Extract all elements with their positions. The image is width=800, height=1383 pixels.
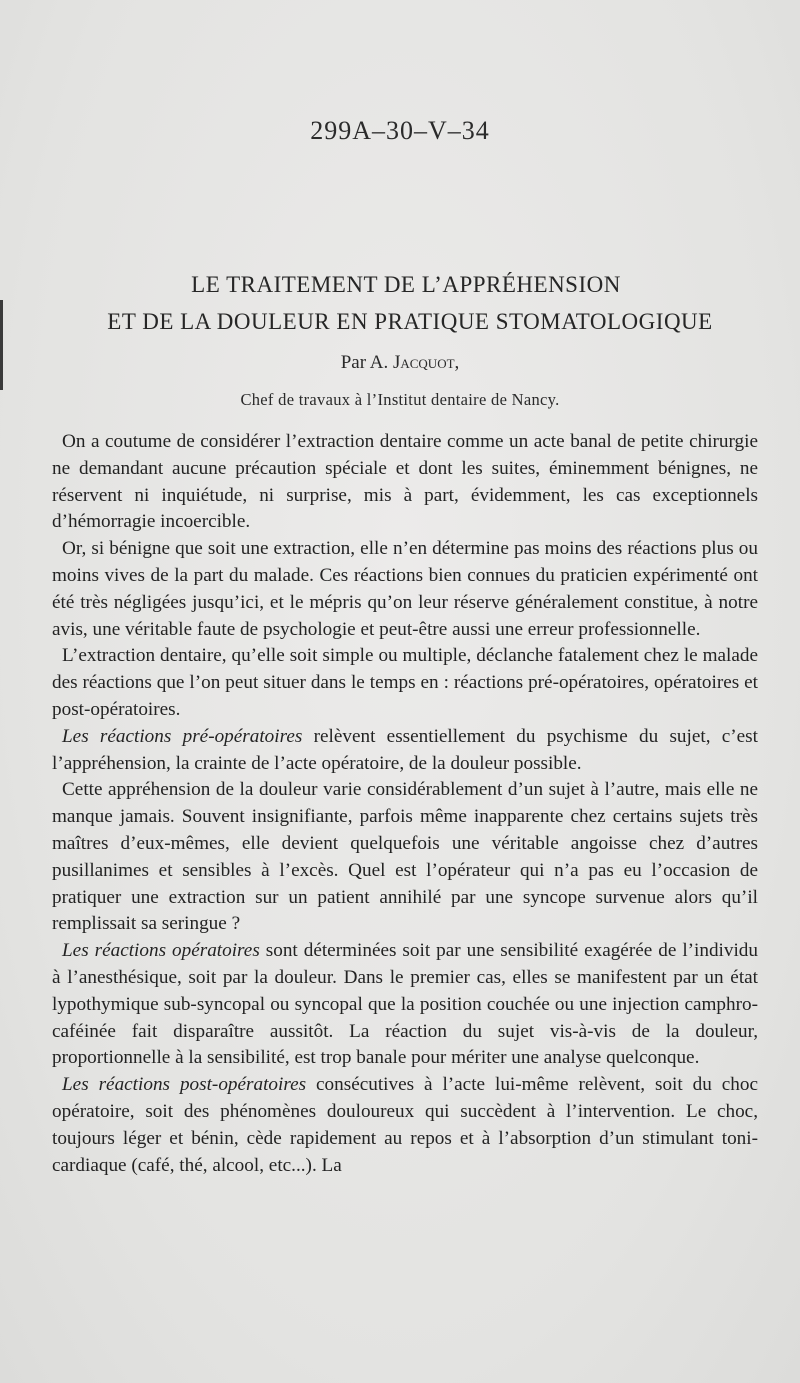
author-line [0, 352, 800, 374]
paragraph-4-text: relèvent essentiellement du psychisme du sujet, c’est l’appréhension, la crainte de l’acte opératoire, de la douleur possible. [52, 725, 758, 774]
paragraph-3: L’extraction dentaire, qu’elle soit simple ou multiple, déclanche fatalement chez le malade des réactions que l’on peut situer dans le temps en : réactions pré-opératoires, opératoires et post-opératoires. [52, 645, 758, 720]
paragraph-5: Cette appréhension de la douleur varie considérablement d’un sujet à l’autre, mais elle ne manque jamais. Souvent insignifiante, parfois même inapparente chez certains sujets très maîtres d’eux-mêmes, elle devient quelquefois une véritable angoisse chez d’autres pusillanimes et sensibles à l’excès. Quel est l’opérateur qui n’a pas eu l’occasion de pratiquer une extraction sur un patient annihilé par une syncope survenue alors qu’il remplissait sa seringue ? [52, 779, 758, 935]
scan-edge-mark [0, 300, 3, 390]
document-reference: 299A–30–V–34 [310, 116, 490, 145]
article-body [52, 429, 758, 1179]
paragraph-1: On a coutume de considérer l’extraction dentaire comme un acte banal de petite chirurgie ne demandant aucune précaution spéciale et dont les suites, éminemment bénignes, ne réservent ni inquiétude, ni surprise, mis à part, évidemment, les cas exceptionnels d’hémorragie incoercible. [52, 431, 758, 533]
paragraph-2: Or, si bénigne que soit une extraction, elle n’en détermine pas moins des réactions plus ou moins vives de la part du malade. Ces réactions bien connues du praticien expérimenté ont été très négligées jusqu’ici, et le mépris qu’on leur réserve généralement constitue, à notre avis, une véritable faute de psychologie et peut-être aussi une erreur professionnelle. [52, 538, 758, 640]
paragraph-7-text: consécutives à l’acte lui-même relèvent, soit du choc opératoire, soit des phénomènes douloureux qui succèdent à l’intervention. Le choc, toujours léger et bénin, cède rapidement au repos et à l’absorption d’un stimulant toni-cardiaque (café, thé, alcool, etc...). La [52, 1074, 758, 1176]
article-title-line-2: ET DE LA DOULEUR EN PRATIQUE STOMATOLOGIQUE [107, 309, 713, 334]
author-name: Jacquot, [392, 352, 460, 373]
article-title-line-1: LE TRAITEMENT DE L’APPRÉHENSION [191, 272, 621, 297]
author-prefix: Par A. [340, 352, 393, 373]
paragraph-6-text: sont déterminées soit par une sensibilité exagérée de l’individu à l’anesthésique, soit par la douleur. Dans le premier cas, elles se manifestent par un état lypothymique sub-syncopal ou syncopal que la position couchée ou une injection camphro-caféinée fait disparaître aussitôt. La réaction du sujet vis-à-vis de la douleur, proportionnelle à la sensibilité, est trop banale pour mériter une analyse quelconque. [52, 940, 758, 1069]
paragraph-7-heading: Les réactions post-opératoires [62, 1074, 307, 1096]
paragraph-7 [52, 1072, 758, 1179]
author-affiliation: Chef de travaux à l’Institut dentaire de Nancy. [240, 390, 560, 409]
paragraph-4-heading: Les réactions pré-opératoires [62, 725, 303, 747]
paragraph-6 [52, 938, 758, 1072]
paragraph-4 [52, 724, 758, 778]
paragraph-6-heading: Les réactions opératoires [62, 940, 260, 962]
